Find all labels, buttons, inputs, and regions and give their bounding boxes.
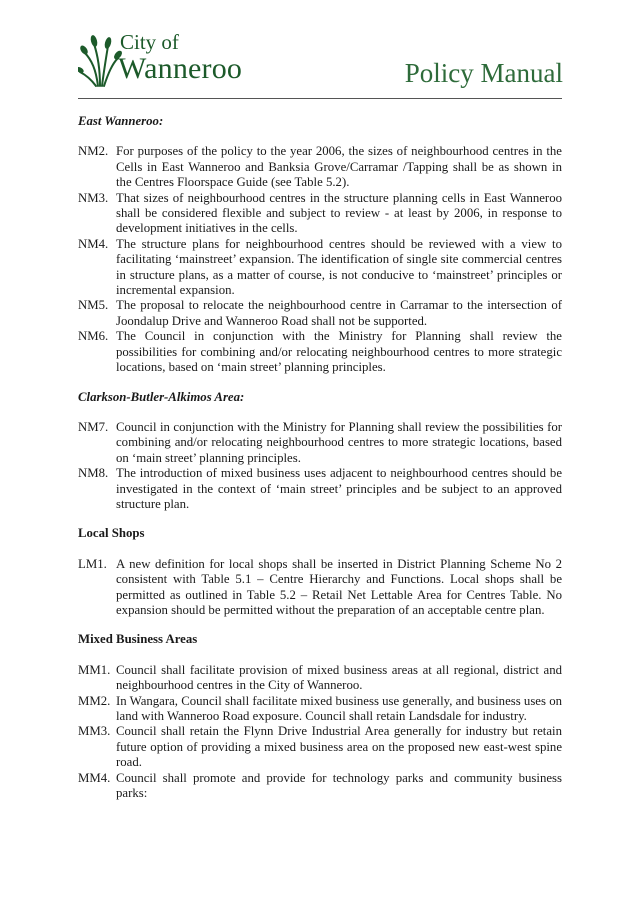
item-code: NM2. [78, 144, 109, 159]
item-text: Council shall retain the Flynn Drive Industrial Area generally for industry but retain future option of providing a mixed business area on the proposed new east-west spine road. [116, 724, 562, 770]
item-code: MM1. [78, 662, 111, 677]
policy-item [78, 237, 562, 299]
section-heading: Clarkson-Butler-Alkimos Area: [78, 389, 245, 404]
policy-item [78, 557, 562, 619]
policy-item [78, 724, 562, 770]
policy-item [78, 694, 562, 725]
header-divider [78, 98, 562, 99]
item-code: NM5. [78, 298, 109, 313]
item-text: For purposes of the policy to the year 2006, the sizes of neighbourhood centres in the Cells in East Wanneroo and Banksia Grove/Carramar /Tapping shall be as shown in the Centres Floorspace Guide (see Table 5.2). [116, 144, 562, 190]
section-heading: Mixed Business Areas [78, 632, 198, 647]
policy-item [78, 144, 562, 190]
item-text: That sizes of neighbourhood centres in the structure planning cells in East Wanneroo shall be considered flexible and subject to review - at least by 2006, in response to development initiatives in the cells. [116, 190, 562, 236]
logo-name-text: Wanneroo [118, 52, 243, 85]
item-text: The structure plans for neighbourhood centres should be reviewed with a view to facilitating ‘mainstreet’ expansion. The identification of single site commercial centres in structure plans, as a matter of course, is not conducive to ‘mainstreet’ principles or incremental expansion. [116, 236, 562, 298]
item-code: MM3. [78, 724, 111, 739]
policy-item [78, 466, 562, 512]
logo-city-text: City of [120, 30, 179, 54]
policy-item [78, 663, 562, 694]
item-text: The proposal to relocate the neighbourhood centre in Carramar to the intersection of Joondalup Drive and Wanneroo Road shall not be supported. [116, 298, 562, 328]
item-code: NM6. [78, 329, 109, 344]
item-text: Council in conjunction with the Ministry for Planning shall review the possibilities for combining and/or relocating neighbourhood centres to more strategic locations, based on ‘main street’ planning principles. [116, 419, 562, 465]
item-text: Council shall facilitate provision of mixed business areas at all regional, district and neighbourhood centres in the City of Wanneroo. [116, 662, 562, 693]
item-text: Council shall promote and provide for technology parks and community business parks: [116, 770, 562, 801]
kangaroo-paw-icon [78, 30, 122, 88]
policy-item [78, 298, 562, 329]
item-text: The introduction of mixed business uses adjacent to neighbourhood centres should be investigated in the context of ‘main street’ principles and be subject to an approved structure plan. [116, 466, 562, 511]
document-title: Policy Manual [404, 58, 563, 88]
item-code: MM4. [78, 770, 111, 785]
section-heading: Local Shops [78, 526, 145, 541]
item-code: NM4. [78, 236, 109, 251]
item-text: In Wangara, Council shall facilitate mixed business use generally, and business uses on land with Wanneroo Road exposure. Council shall retain Landsdale for industry. [116, 693, 562, 723]
document-body [78, 114, 562, 801]
item-text: The Council in conjunction with the Ministry for Planning shall review the possibilities for combining and/or relocating neighbourhood centres to more strategic locations, based on ‘main street’ planning principles. [116, 329, 562, 375]
item-code: NM3. [78, 190, 109, 205]
item-text: A new definition for local shops shall be inserted in District Planning Scheme No 2 consistent with Table 5.1 – Centre Hierarchy and Functions. Local shops shall be permitted as outlined in Table 5.2 – Retail Net Lettable Area for Centres Table. No expansion should be permitted without the preparation of an acceptable centre plan. [116, 556, 562, 617]
item-code: NM8. [78, 466, 109, 481]
policy-item [78, 191, 562, 237]
policy-item [78, 771, 562, 802]
item-code: NM7. [78, 419, 109, 434]
policy-item [78, 420, 562, 466]
page-header [0, 0, 637, 110]
item-code: LM1. [78, 556, 107, 571]
city-logo [78, 30, 243, 90]
item-code: MM2. [78, 693, 111, 708]
policy-item [78, 329, 562, 375]
section-heading: East Wanneroo: [78, 114, 164, 128]
